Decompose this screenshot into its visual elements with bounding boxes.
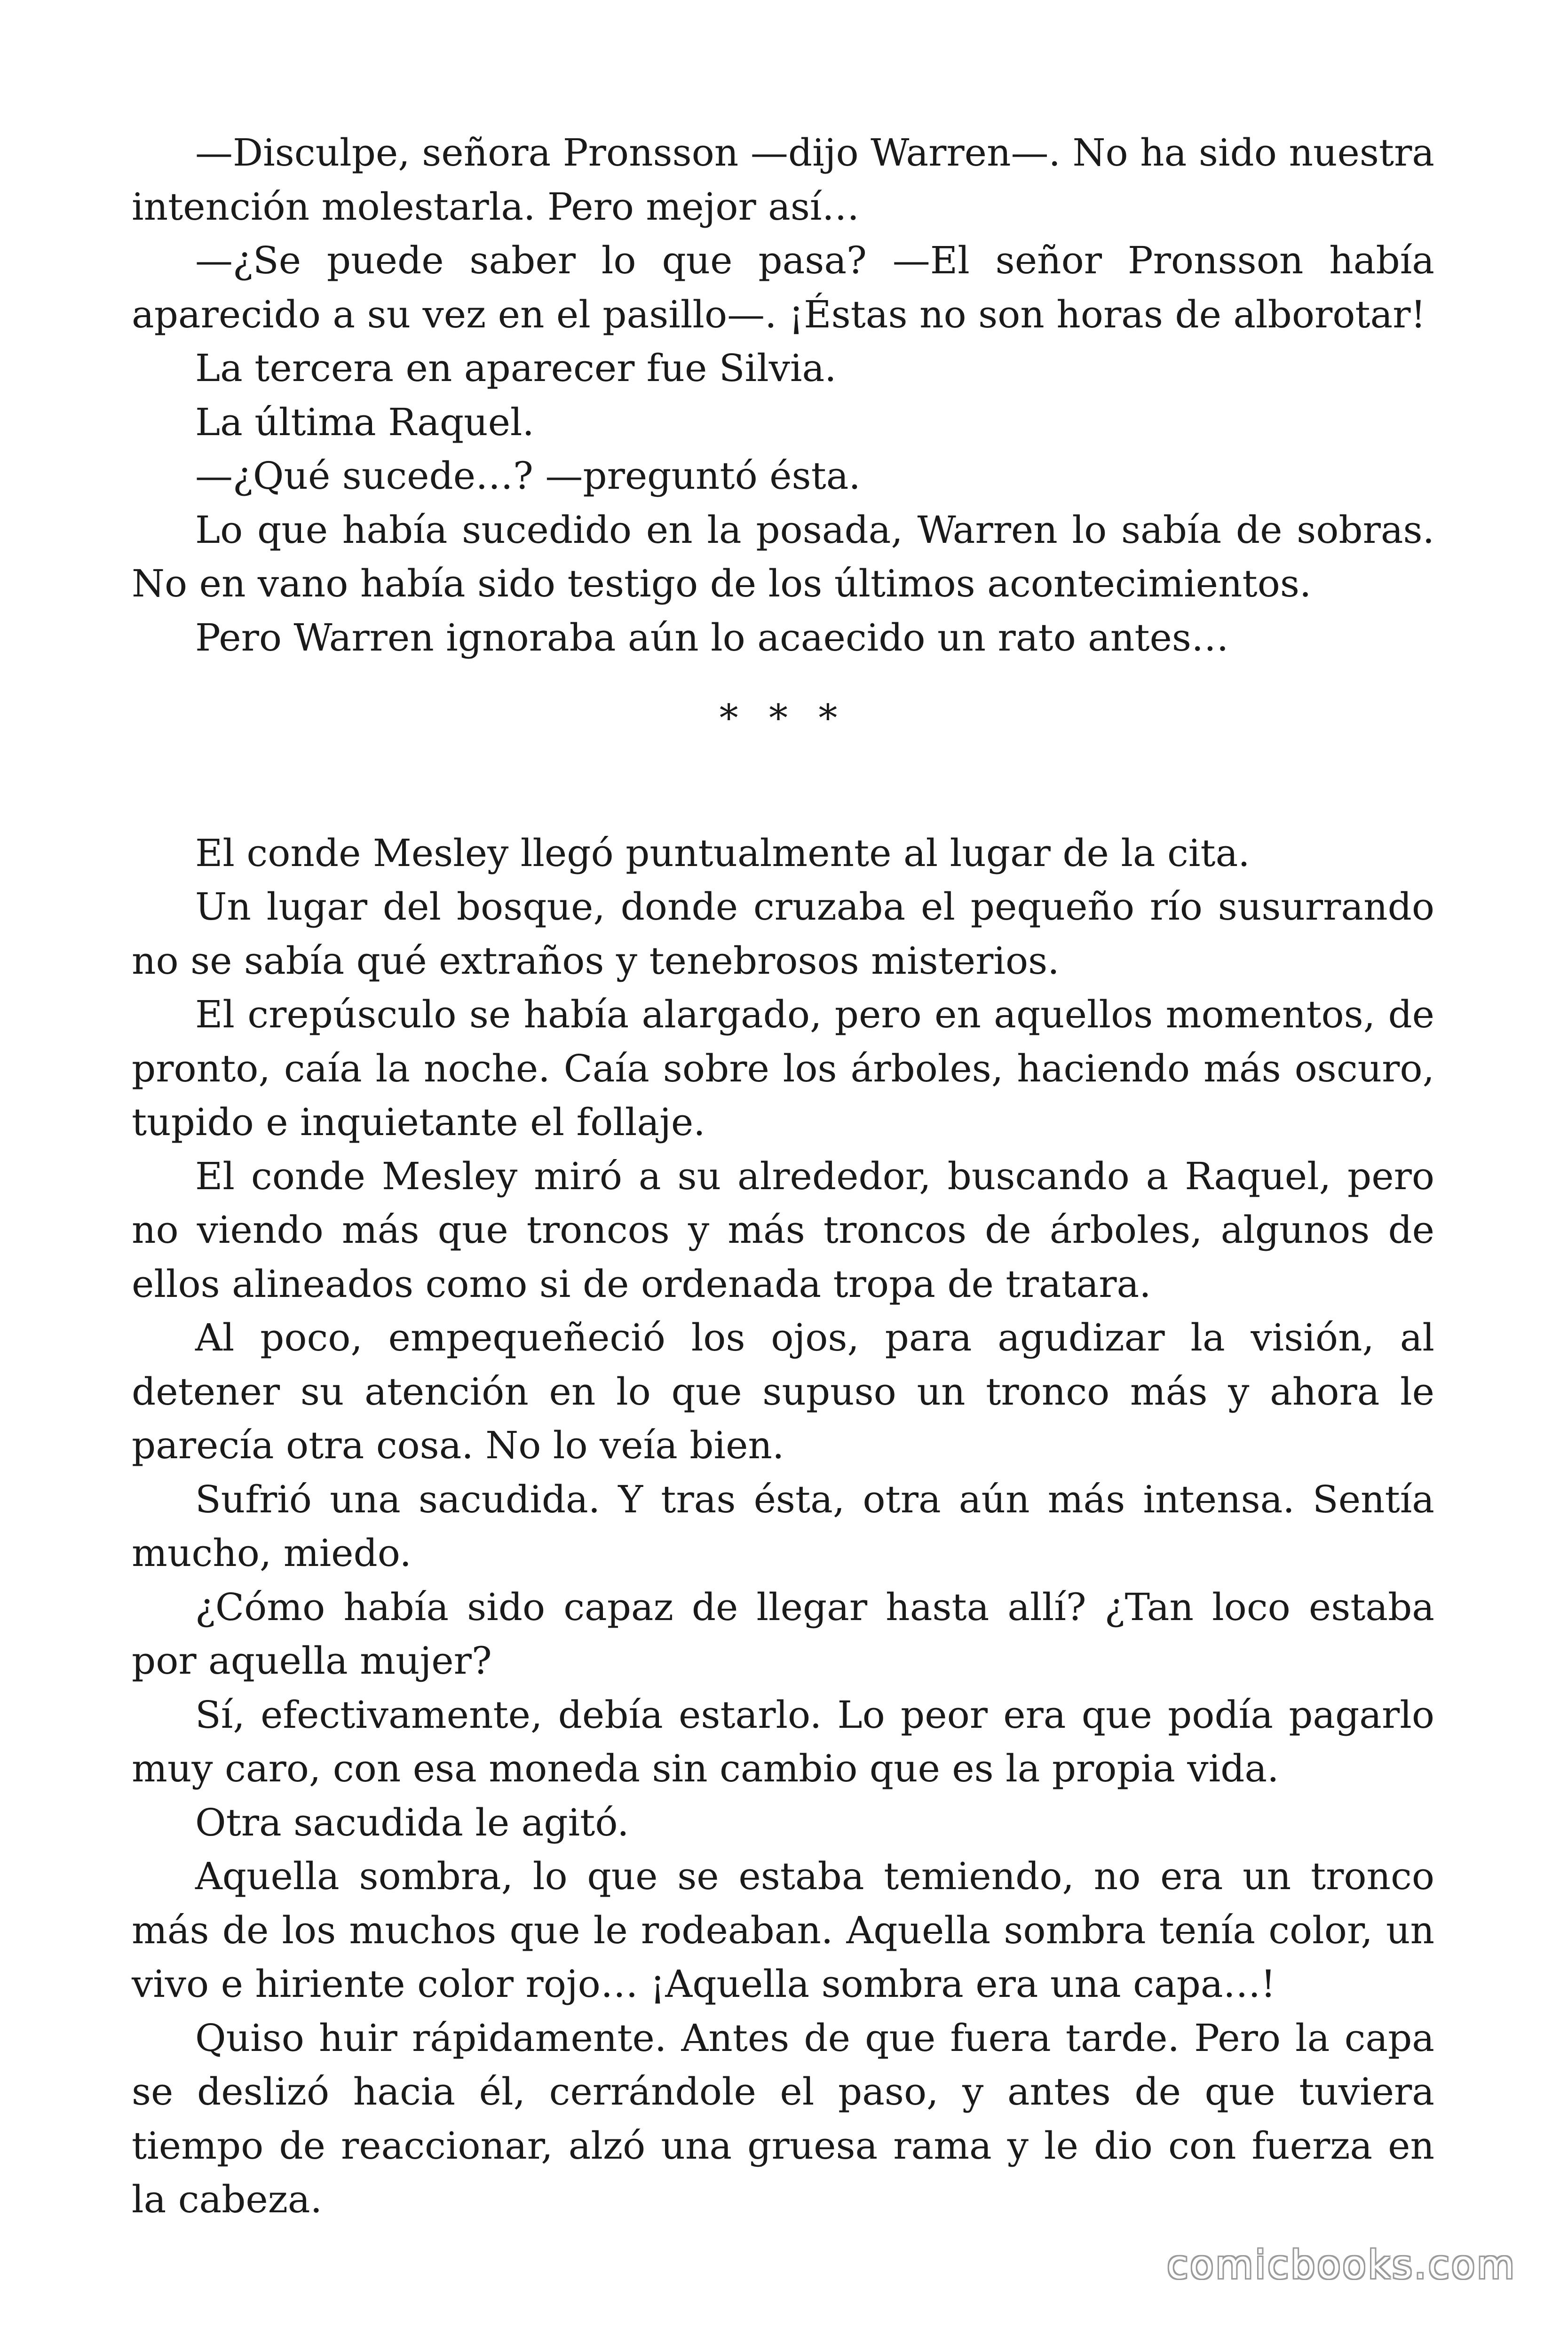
scene-separator: * * *: [719, 696, 847, 740]
paragraph: El conde Mesley miró a su alrededor, buscando a Raquel, pero no viendo más que troncos y más troncos de árboles, algunos de ellos alineados como si de ordenada tropa de tratara.: [132, 1154, 1434, 1306]
paragraph: Pero Warren ignoraba aún lo acaecido un rato antes…: [195, 615, 1229, 660]
paragraph: Quiso huir rápidamente. Antes de que fuera tarde. Pero la capa se deslizó hacia él, cerrándole el paso, y antes de que tuviera tiempo de reaccionar, alzó una gruesa rama y le dio con fuerza en la cabeza.: [132, 2016, 1434, 2221]
watermark: comicbooks.com: [1167, 2243, 1516, 2288]
page-body: [132, 126, 1434, 2227]
paragraph: —Disculpe, señora Pronsson —dijo Warren—. No ha sido nuestra intención molestarla. Pero mejor así…: [132, 131, 1434, 229]
paragraph: Lo que había sucedido en la posada, Warren lo sabía de sobras. No en vano había sido testigo de los últimos acontecimientos.: [132, 508, 1434, 605]
paragraph: Sí, efectivamente, debía estarlo. Lo peor era que podía pagarlo muy caro, con esa moneda sin cambio que es la propia vida.: [132, 1692, 1434, 1790]
paragraph: Un lugar del bosque, donde cruzaba el pequeño río susurrando no se sabía qué extraños y tenebrosos misterios.: [132, 885, 1434, 983]
paragraph: La tercera en aparecer fue Silvia.: [195, 346, 837, 390]
paragraph: Aquella sombra, lo que se estaba temiendo, no era un tronco más de los muchos que le rodeaban. Aquella sombra tenía color, un vivo e hiriente color rojo… ¡Aquella sombra era una capa…!: [132, 1854, 1434, 2006]
paragraph: Otra sacudida le agitó.: [195, 1800, 629, 1844]
paragraph: El crepúsculo se había alargado, pero en aquellos momentos, de pronto, caía la noche. Caía sobre los árboles, haciendo más oscuro, tupido e inquietante el follaje.: [132, 993, 1434, 1144]
paragraph: ¿Cómo había sido capaz de llegar hasta allí? ¿Tan loco estaba por aquella mujer?: [132, 1585, 1434, 1683]
paragraph: La última Raquel.: [195, 400, 534, 444]
paragraph: Al poco, empequeñeció los ojos, para agudizar la visión, al detener su atención en lo que supuso un tronco más y ahora le parecía otra cosa. No lo veía bien.: [132, 1316, 1434, 1467]
paragraph: Sufrió una sacudida. Y tras ésta, otra aún más intensa. Sentía mucho, miedo.: [132, 1477, 1434, 1575]
paragraph: El conde Mesley llegó puntualmente al lugar de la cita.: [195, 831, 1250, 875]
paragraph: —¿Se puede saber lo que pasa? —El señor Pronsson había aparecido a su vez en el pasillo—. ¡Éstas no son horas de alborotar!: [132, 238, 1434, 336]
paragraph: —¿Qué sucede…? —preguntó ésta.: [195, 454, 861, 498]
